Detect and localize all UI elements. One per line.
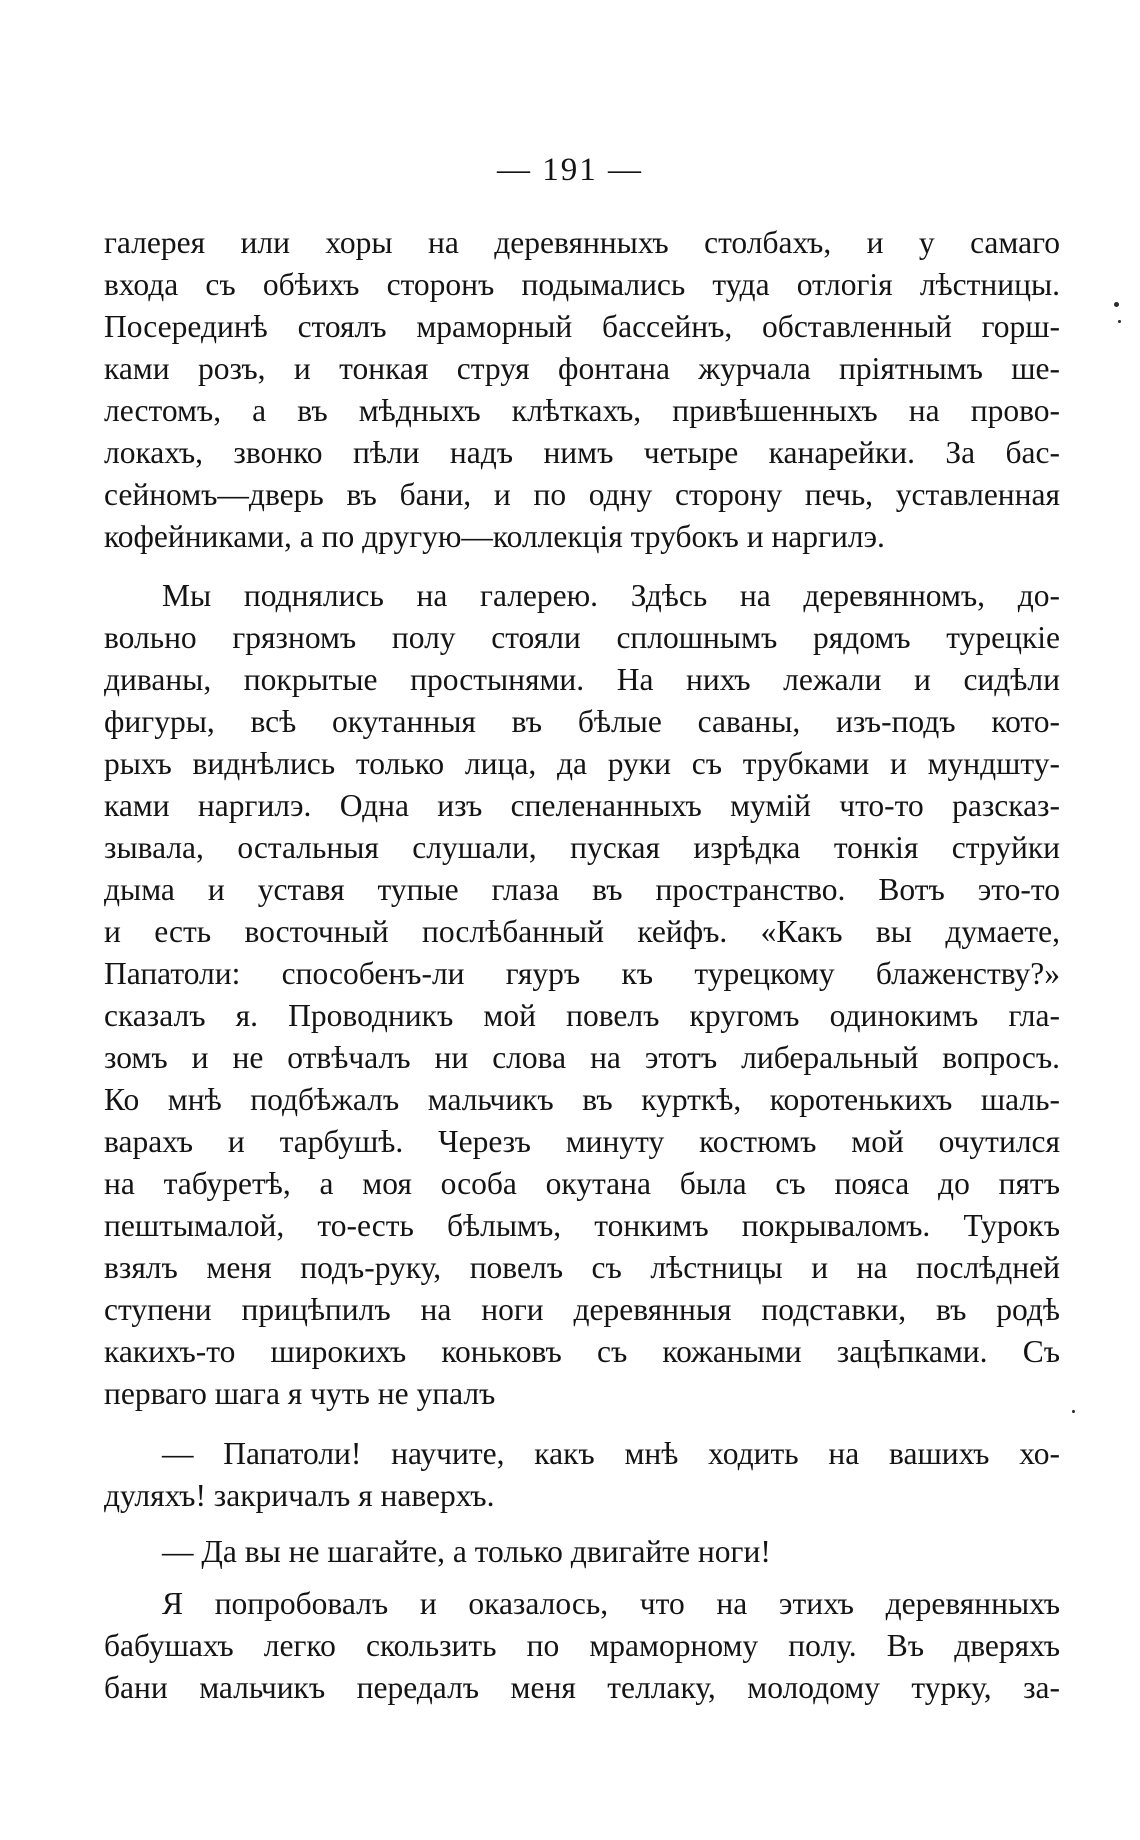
paragraph-4: [104, 1531, 1060, 1573]
text-line: перваго шага я чуть не упалъ: [104, 1376, 496, 1411]
text-line: фигуры, всѣ окутанныя въ бѣлые саваны, изъ-подъ кото-: [104, 704, 1060, 739]
text-line: пештымалой, то-есть бѣлымъ, тонкимъ покрываломъ. Турокъ: [104, 1208, 1060, 1243]
text-line: ками наргилэ. Одна изъ спеленанныхъ мумій что-то разсказ-: [104, 788, 1060, 823]
text-line: на табуретѣ, а моя особа окутана была съ пояса до пятъ: [104, 1166, 1060, 1201]
text-line: зомъ и не отвѣчалъ ни слова на этотъ либеральный вопросъ.: [104, 1040, 1060, 1075]
scan-speck: [1114, 302, 1119, 307]
text-line: — Папатоли! научите, какъ мнѣ ходить на вашихъ хо-: [162, 1436, 1060, 1471]
paragraph-1: [104, 222, 1060, 558]
text-line: дуляхъ! закричалъ я наверхъ.: [104, 1478, 495, 1513]
text-line: дыма и уставя тупые глаза въ пространство. Вотъ это-то: [104, 872, 1060, 907]
text-line: вольно грязномъ полу стояли сплошнымъ рядомъ турецкіе: [104, 620, 1060, 655]
text-line: варахъ и тарбушѣ. Черезъ минуту костюмъ мой очутился: [104, 1124, 1060, 1159]
text-line: локахъ, звонко пѣли надъ нимъ четыре канарейки. За бас-: [104, 435, 1060, 470]
text-line: сейномъ—дверь въ бани, и по одну сторону печь, уставленная: [104, 477, 1060, 512]
text-line: Мы поднялись на галерею. Здѣсь на деревянномъ, до-: [162, 578, 1060, 613]
text-line: бабушахъ легко скользить по мраморному полу. Въ дверяхъ: [104, 1628, 1060, 1663]
text-line: ками розъ, и тонкая струя фонтана журчала пріятнымъ ше-: [104, 351, 1060, 386]
paragraph-5: [104, 1583, 1060, 1709]
text-line: Я попробовалъ и оказалось, что на этихъ деревянныхъ: [162, 1586, 1060, 1621]
text-line: Папатоли: способенъ-ли гяуръ къ турецкому блаженству?»: [104, 956, 1060, 991]
text-line: ступени прицѣпилъ на ноги деревянныя подставки, въ родѣ: [104, 1292, 1060, 1327]
text-line: зывала, остальныя слушали, пуская изрѣдка тонкія струйки: [104, 830, 1060, 865]
text-line: входа съ обѣихъ сторонъ подымались туда отлогія лѣстницы.: [104, 267, 1060, 302]
text-line: и есть восточный послѣбанный кейфъ. «Какъ вы думаете,: [104, 914, 1060, 949]
paragraph-3: [104, 1433, 1060, 1517]
paragraph-2: [104, 575, 1060, 1415]
text-line: кофейниками, а по другую—коллекція трубокъ и наргилэ.: [104, 519, 885, 554]
text-line: галерея или хоры на деревянныхъ столбахъ, и у самаго: [104, 225, 1060, 260]
scan-speck: [1118, 320, 1121, 323]
text-line: Ко мнѣ подбѣжалъ мальчикъ въ курткѣ, коротенькихъ шаль-: [104, 1082, 1060, 1117]
text-line: диваны, покрытые простынями. На нихъ лежали и сидѣли: [104, 662, 1060, 697]
text-line: какихъ-то широкихъ коньковъ съ кожаными зацѣпками. Съ: [104, 1334, 1060, 1369]
text-line: — Да вы не шагайте, а только двигайте ноги!: [162, 1534, 771, 1569]
text-line: рыхъ виднѣлись только лица, да руки съ трубками и мундшту-: [104, 746, 1060, 781]
text-line: сказалъ я. Проводникъ мой повелъ кругомъ одинокимъ гла-: [104, 998, 1060, 1033]
text-line: лестомъ, а въ мѣдныхъ клѣткахъ, привѣшенныхъ на прово-: [104, 393, 1060, 428]
text-line: бани мальчикъ передалъ меня теллаку, молодому турку, за-: [104, 1670, 1060, 1705]
text-line: взялъ меня подъ-руку, повелъ съ лѣстницы и на послѣдней: [104, 1250, 1060, 1285]
text-line: Посерединѣ стоялъ мраморный бассейнъ, обставленный горш-: [104, 309, 1060, 344]
scan-speck: [1072, 1410, 1075, 1413]
page-number: — 191 —: [497, 152, 643, 188]
